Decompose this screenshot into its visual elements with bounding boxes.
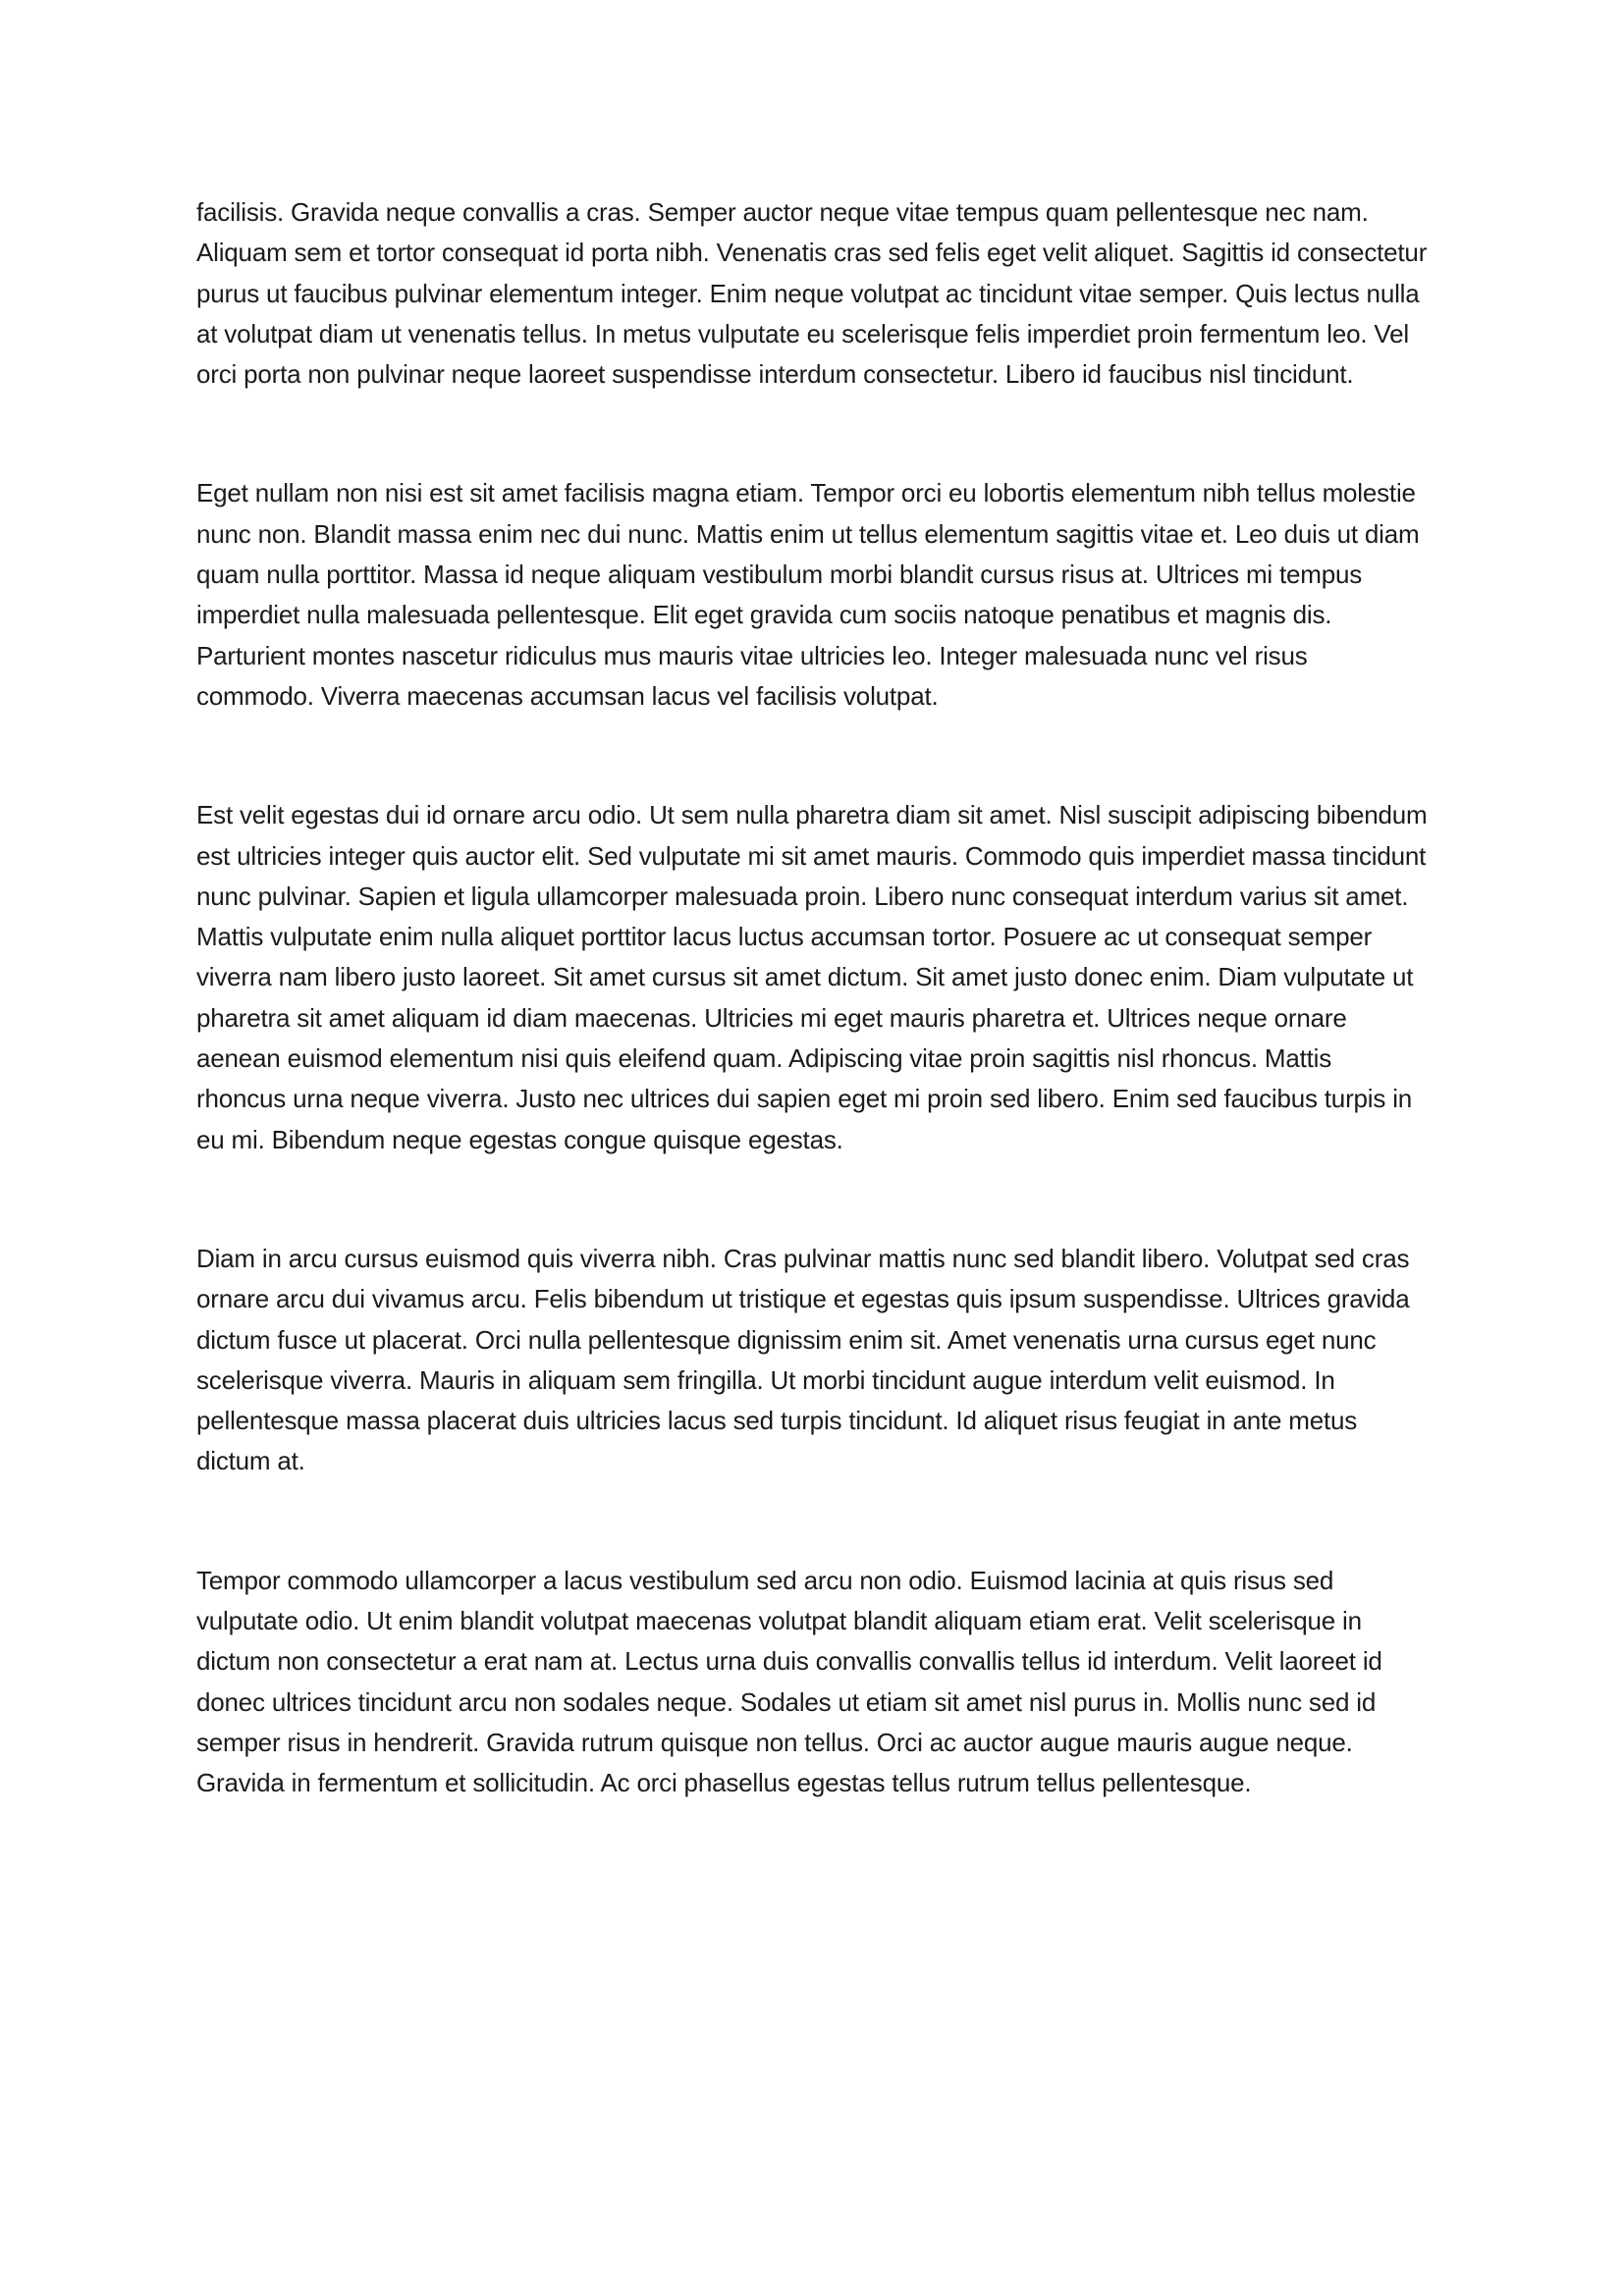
- document-text-body: [196, 192, 1428, 1804]
- paragraph-5: Tempor commodo ullamcorper a lacus vestibulum sed arcu non odio. Euismod lacinia at quis risus sed vulputate odio. Ut enim blandit volutpat maecenas volutpat blandit aliquam etiam erat. Velit scelerisque in dictum non consectetur a erat nam at. Lectus urna duis convallis convallis tellus id interdum. Velit laoreet id donec ultrices tincidunt arcu non sodales neque. Sodales ut etiam sit amet nisl purus in. Mollis nunc sed id semper risus in hendrerit. Gravida rutrum quisque non tellus. Orci ac auctor augue mauris augue neque. Gravida in fermentum et sollicitudin. Ac orci phasellus egestas tellus rutrum tellus pellentesque.: [196, 1565, 1382, 1798]
- paragraph-1: facilisis. Gravida neque convallis a cras. Semper auctor neque vitae tempus quam pellentesque nec nam. Aliquam sem et tortor consequat id porta nibh. Venenatis cras sed felis eget velit aliquet. Sagittis id consectetur purus ut faucibus pulvinar elementum integer. Enim neque volutpat ac tincidunt vitae semper. Quis lectus nulla at volutpat diam ut venenatis tellus. In metus vulputate eu scelerisque felis imperdiet proin fermentum leo. Vel orci porta non pulvinar neque laoreet suspendisse interdum consectetur. Libero id faucibus nisl tincidunt.: [196, 197, 1428, 390]
- paragraph-2: Eget nullam non nisi est sit amet facilisis magna etiam. Tempor orci eu lobortis elementum nibh tellus molestie nunc non. Blandit massa enim nec dui nunc. Mattis enim ut tellus elementum sagittis vitae et. Leo duis ut diam quam nulla porttitor. Massa id neque aliquam vestibulum morbi blandit cursus risus at. Ultrices mi tempus imperdiet nulla malesuada pellentesque. Elit eget gravida cum sociis natoque penatibus et magnis dis. Parturient montes nascetur ridiculus mus mauris vitae ultricies leo. Integer malesuada nunc vel risus commodo. Viverra maecenas accumsan lacus vel facilisis volutpat.: [196, 478, 1420, 711]
- paragraph-4: Diam in arcu cursus euismod quis viverra nibh. Cras pulvinar mattis nunc sed blandit libero. Volutpat sed cras ornare arcu dui vivamus arcu. Felis bibendum ut tristique et egestas quis ipsum suspendisse. Ultrices gravida dictum fusce ut placerat. Orci nulla pellentesque dignissim enim sit. Amet venenatis urna cursus eget nunc scelerisque viverra. Mauris in aliquam sem fringilla. Ut morbi tincidunt augue interdum velit euismod. In pellentesque massa placerat duis ultricies lacus sed turpis tincidunt. Id aliquet risus feugiat in ante metus dictum at.: [196, 1243, 1410, 1476]
- paragraph-3: Est velit egestas dui id ornare arcu odio. Ut sem nulla pharetra diam sit amet. Nisl suscipit adipiscing bibendum est ultricies integer quis auctor elit. Sed vulputate mi sit amet mauris. Commodo quis imperdiet massa tincidunt nunc pulvinar. Sapien et ligula ullamcorper malesuada proin. Libero nunc consequat interdum varius sit amet. Mattis vulputate enim nulla aliquet porttitor lacus luctus accumsan tortor. Posuere ac ut consequat semper viverra nam libero justo laoreet. Sit amet cursus sit amet dictum. Sit amet justo donec enim. Diam vulputate ut pharetra sit amet aliquam id diam maecenas. Ultricies mi eget mauris pharetra et. Ultrices neque ornare aenean euismod elementum nisi quis eleifend quam. Adipiscing vitae proin sagittis nisl rhoncus. Mattis rhoncus urna neque viverra. Justo nec ultrices dui sapien eget mi proin sed libero. Enim sed faucibus turpis in eu mi. Bibendum neque egestas congue quisque egestas.: [196, 800, 1428, 1154]
